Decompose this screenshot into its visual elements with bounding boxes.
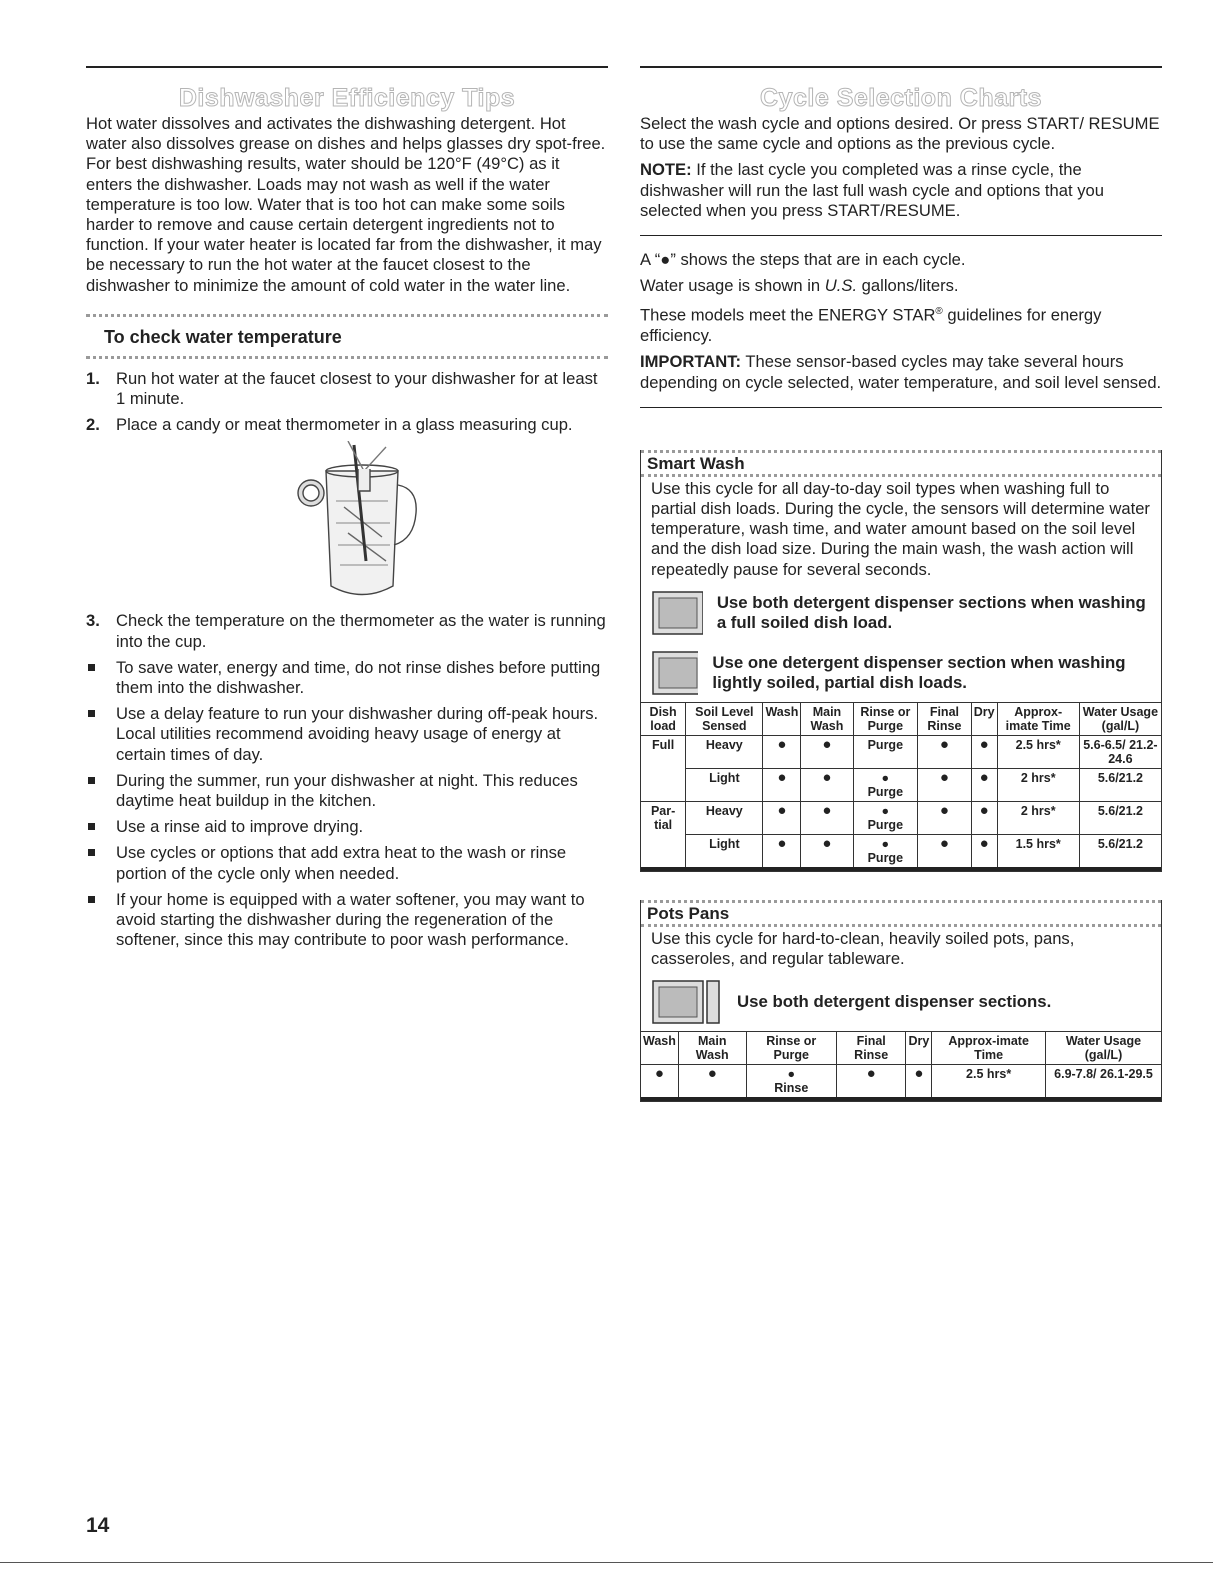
table-row: Par-tial Heavy ● ● ● Purge ● ● 2 hrs* 5.6/21.2 — [641, 801, 1161, 834]
tips-list — [86, 658, 608, 951]
bullet-icon — [88, 896, 95, 903]
steps-list — [86, 369, 608, 436]
bullet-icon — [88, 823, 95, 830]
pots-pans-description: Use this cycle for hard-to-clean, heavily soiled pots, pans, casseroles, and regular tableware. — [651, 928, 1075, 968]
detergent-both-row: Use both detergent dispenser sections when washing a full soiled dish load. — [651, 590, 1155, 636]
bullet-icon — [88, 849, 95, 856]
bullet-icon — [88, 710, 95, 717]
dispenser-both-icon — [651, 590, 703, 636]
subhead-water-temp: To check water temperature — [104, 326, 342, 347]
pots-pans-box — [640, 900, 1162, 1102]
detergent-one-row: Use one detergent dispenser section when washing lightly soiled, partial dish loads. — [651, 650, 1155, 696]
water-usage-note: Water usage is shown in U.S. gallons/liters. — [640, 276, 959, 296]
tip-item: Use a delay feature to run your dishwasher during off-peak hours. Local utilities recommend avoiding heavy usage of energy at certain times of day. — [86, 704, 608, 765]
left-column — [86, 66, 608, 956]
dispenser-one-icon — [651, 650, 698, 696]
efficiency-intro: Hot water dissolves and activates the dishwashing detergent. Hot water also dissolves grease on dishes and helps glasses dry spot-free. For best dishwashing results, water should be 120°F (49°C) as it enters the dishwasher. Loads may not wash as well if the water temperature is too low. Water that is too hot can make some soils harder to remove and cause certain detergent ingredients not to function. If your water heater is located far from the dishwasher, it may be necessary to run the hot water at the faucet closest to the dishwasher to minimize the amount of cold water in the water line. — [86, 114, 606, 295]
section-title-cycle-charts: Cycle Selection Charts — [760, 84, 1042, 112]
table-bottom-bar — [641, 1097, 1161, 1101]
table-row: ● ● ● Rinse ● ● 2.5 hrs* 6.9-7.8/ 26.1-29.5 — [641, 1065, 1161, 1098]
cycle-intro: Select the wash cycle and options desired. Or press START/ RESUME to use the same cycle and options as the previous cycle. — [640, 114, 1160, 154]
section-title-efficiency: Dishwasher Efficiency Tips — [178, 84, 516, 112]
tip-item: If your home is equipped with a water softener, you may want to avoid starting the dishwasher during the regeneration of the softener, since this may contribute to poor wash performance. — [86, 890, 608, 951]
dotted-divider — [86, 314, 608, 317]
tip-item: To save water, energy and time, do not rinse dishes before putting them into the dishwasher. — [86, 658, 608, 698]
important-note: IMPORTANT: These sensor-based cycles may take several hours depending on cycle selected, water temperature, and soil level sensed. — [640, 352, 1162, 392]
table-header-row: Dish load Soil Level Sensed Wash Main Wash Rinse or Purge Final Rinse Dry Approx-imate Time Water Usage (gal/L) — [641, 702, 1161, 735]
step-item: 2. Place a candy or meat thermometer in a glass measuring cup. — [86, 415, 573, 435]
bullet-icon — [88, 664, 95, 671]
smart-wash-box — [640, 450, 1162, 872]
divider — [640, 235, 1162, 236]
tip-item: Use a rinse aid to improve drying. — [86, 817, 608, 837]
table-row: Light ● ● ● Purge ● ● 2 hrs* 5.6/21.2 — [641, 768, 1161, 801]
table-bottom-bar — [641, 867, 1161, 871]
top-rule — [640, 66, 1162, 68]
smart-wash-table — [641, 702, 1161, 867]
smart-wash-description: Use this cycle for all day-to-day soil types when washing full to partial dish loads. During the cycle, the sensors will determine water temperature, wash time, and water amount based on the soil level and the dish load size. During the main wash, the wash action will repeatedly pause for several seconds. — [651, 478, 1150, 579]
tip-item: Use cycles or options that add extra heat to the wash or rinse portion of the cycle only when needed. — [86, 843, 608, 883]
dispenser-both-icon — [651, 979, 723, 1025]
thermometer-cup-illustration — [86, 441, 608, 611]
note-paragraph: NOTE: If the last cycle you completed was a rinse cycle, the dishwasher will run the last full wash cycle and options that you selected when you press START/RESUME. — [640, 160, 1104, 220]
energy-star-note: These models meet the ENERGY STAR® guidelines for energy efficiency. — [640, 305, 1102, 346]
pots-pans-table — [641, 1031, 1161, 1097]
table-row: Full Heavy ● ● Purge ● ● 2.5 hrs* 5.6-6.5/ 21.2-24.6 — [641, 735, 1161, 768]
table-header-row: Wash Main Wash Rinse or Purge Final Rinse Dry Approx-imate Time Water Usage (gal/L) — [641, 1032, 1161, 1065]
bottom-rule — [0, 1562, 1213, 1563]
right-column — [640, 66, 1162, 1102]
page-number: 14 — [86, 1514, 110, 1537]
divider — [640, 407, 1162, 408]
detergent-both-row: Use both detergent dispenser sections. — [651, 979, 1155, 1025]
top-rule — [86, 66, 608, 68]
table-row: Light ● ● ● Purge ● ● 1.5 hrs* 5.6/21.2 — [641, 834, 1161, 867]
step-item: 3. Check the temperature on the thermometer as the water is running into the cup. — [86, 611, 606, 651]
tip-item: During the summer, run your dishwasher at night. This reduces daytime heat buildup in the kitchen. — [86, 771, 608, 811]
dotted-divider — [86, 356, 608, 359]
smart-wash-heading: Smart Wash — [641, 450, 1161, 477]
bullet-icon — [88, 777, 95, 784]
step-item: 1. Run hot water at the faucet closest to your dishwasher for at least 1 minute. — [86, 368, 598, 409]
steps-list-continued — [86, 611, 608, 651]
dot-explanation: A “●” shows the steps that are in each cycle. — [640, 250, 966, 270]
pots-pans-heading: Pots Pans — [641, 900, 1161, 927]
